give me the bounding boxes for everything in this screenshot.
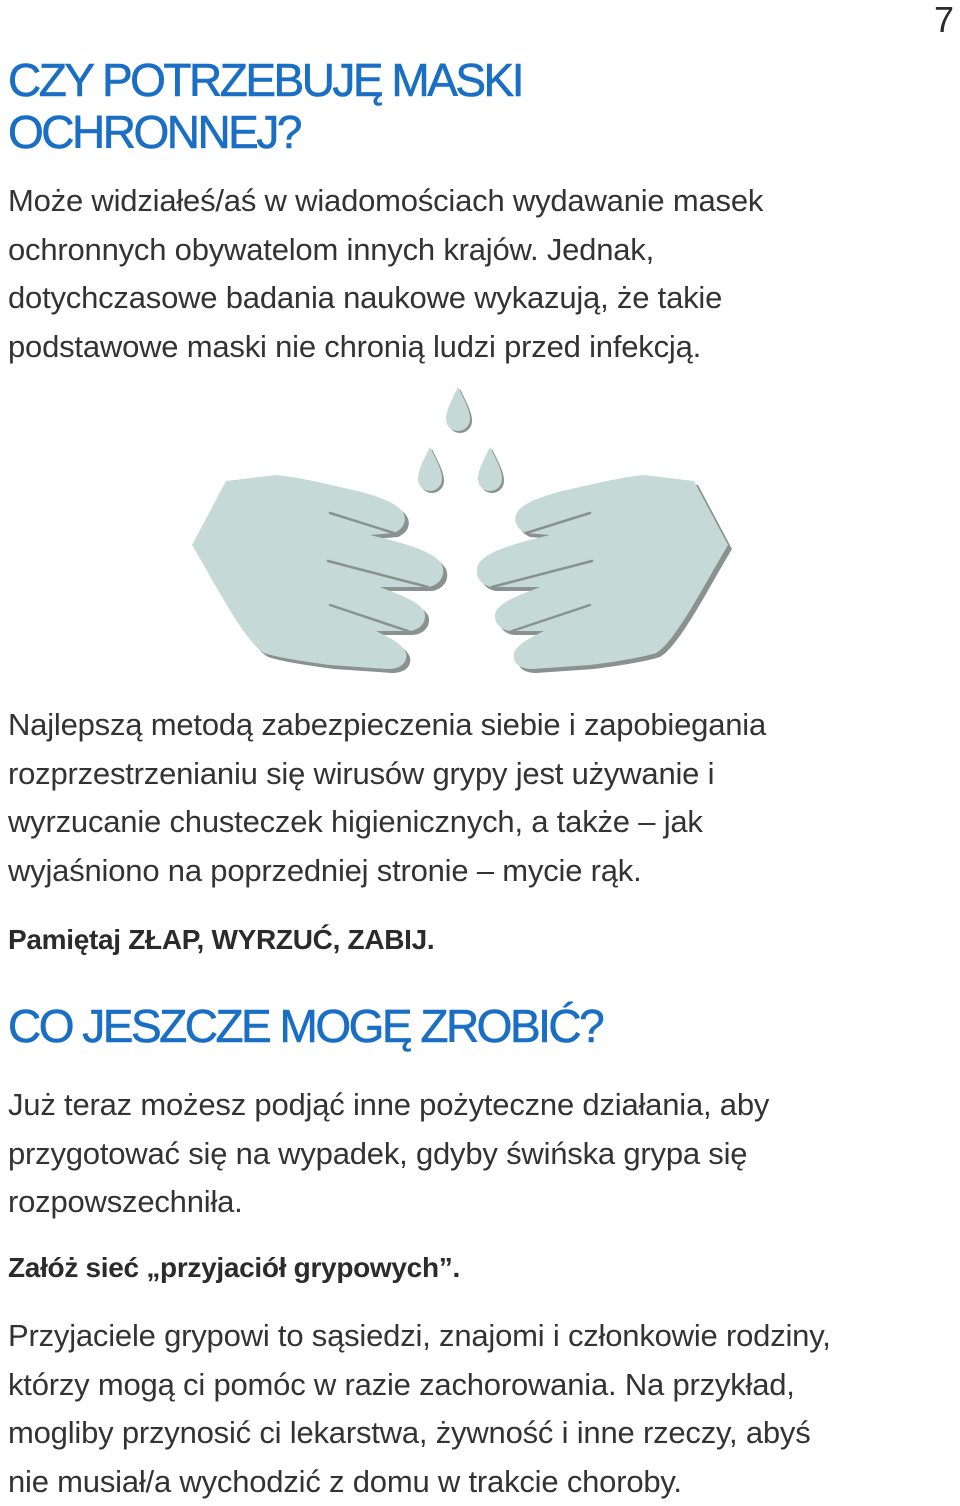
paragraph-flu-friends: Przyjaciele grypowi to sąsiedzi, znajomi i członkowie rodziny, którzy mogą ci pomóc w razie zachorowania. Na przykład, mogliby przynosić ci lekarstwa, żywność i inne rzeczy, abyś nie musiał/a wychodzić z domu w trakcie choroby. bbox=[8, 1318, 831, 1499]
paragraph-prepare: Już teraz możesz podjąć inne pożyteczne działania, aby przygotować się na wypadek, gdyby świńska grypa się rozpowszechniła. bbox=[8, 1087, 770, 1219]
hand-washing-icon bbox=[180, 385, 740, 675]
page-number: 7 bbox=[933, 0, 954, 40]
water-drop-icon bbox=[446, 387, 472, 433]
paragraph-masks: Może widziałeś/aś w wiadomościach wydawanie masek ochronnych obywatelom innych krajów. Jednak, dotychczasowe badania naukowe wykazują, że takie podstawowe maski nie chronią ludzi przed infekcją. bbox=[8, 183, 764, 364]
section-heading-what-else: CO JESZCZE MOGĘ ZROBIĆ? bbox=[8, 1000, 603, 1052]
section-heading-mask: CZY POTRZEBUJĘ MASKI OCHRONNEJ? bbox=[8, 54, 523, 158]
subheading-flu-friends: Załóż sieć „przyjaciół grypowych”. bbox=[8, 1252, 460, 1283]
reminder-slogan: Pamiętaj ZŁAP, WYRZUĆ, ZABIJ. bbox=[8, 924, 435, 955]
water-drop-icon bbox=[418, 447, 444, 493]
paragraph-prevention: Najlepszą metodą zabezpieczenia siebie i zapobiegania rozprzestrzenianiu się wirusów grypy jest używanie i wyrzucanie chusteczek higienicznych, a także – jak wyjaśniono na poprzedniej stronie – mycie rąk. bbox=[8, 707, 767, 888]
water-drop-icon bbox=[478, 447, 504, 493]
